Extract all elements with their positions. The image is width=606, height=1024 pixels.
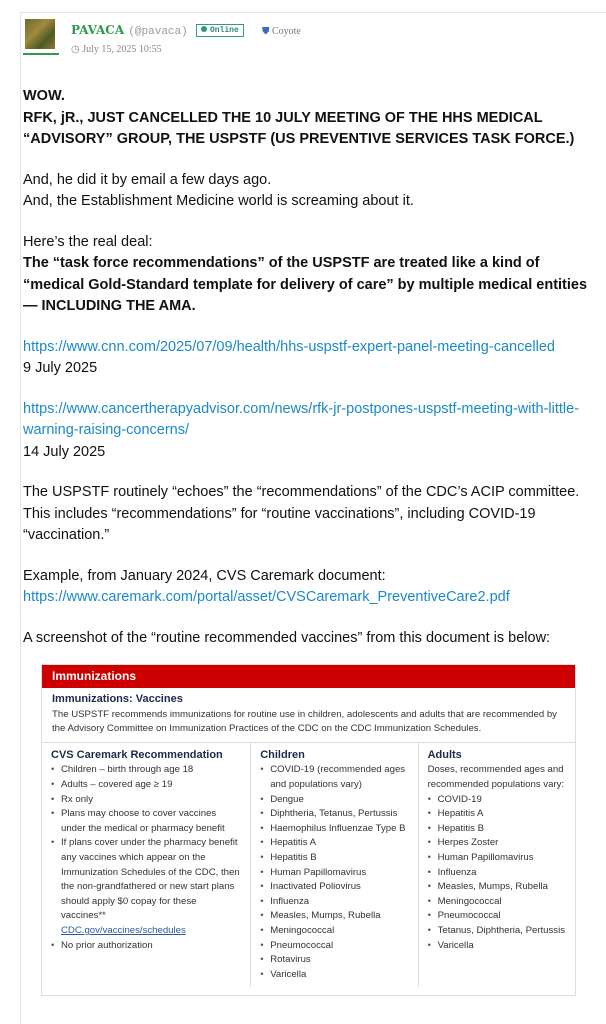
username[interactable]: PAVACA: [71, 23, 125, 37]
column-title: CVS Caremark Recommendation: [51, 748, 223, 761]
list-item: • Measles, Mumps, Rubella: [428, 880, 566, 895]
list-item: • Meningococcal: [260, 924, 408, 939]
screenshot-header: Immunizations: [42, 665, 575, 688]
timestamp-text: July 15, 2025 10:55: [82, 44, 162, 55]
embedded-screenshot: [41, 664, 576, 996]
headline-line: RFK, jR., JUST CANCELLED THE 10 JULY MEETING OF THE HHS MEDICAL “ADVISORY” GROUP, THE USPSTF (US PREVENTIVE SERVICES TASK FORCE.): [23, 109, 575, 147]
list-item: • Hepatitis B: [428, 822, 566, 837]
list-item: [51, 836, 241, 938]
list-item: • Human Papillomavirus: [428, 851, 566, 866]
list-item: • Adults – covered age ≥ 19: [51, 778, 241, 793]
paragraph: The USPSTF routinely “echoes” the “recommendations” of the CDC’s ACIP committee. This includes “recommendations” for “routine vaccinations”, including COVID-19 “vaccination.”: [23, 484, 580, 543]
paragraph: [23, 232, 598, 318]
column-list: [260, 763, 408, 982]
list-item: • Human Papillomavirus: [260, 866, 408, 881]
cdc-schedules-link[interactable]: CDC.gov/vaccines/schedules: [61, 924, 186, 936]
column-title: Children: [260, 748, 305, 761]
screenshot-description: The USPSTF recommends immunizations for routine use in children, adolescents and adults that are recommended by the Advisory Committee on Immunization Practices of the CDC on the CDC Immunization Schedules.: [52, 708, 557, 735]
list-item: • Pneumococcal: [260, 939, 408, 954]
list-item: • Measles, Mumps, Rubella: [260, 909, 408, 924]
status-label: Online: [209, 26, 239, 35]
column-children: [251, 743, 418, 987]
list-item: • Meningococcal: [428, 895, 566, 910]
headline: [23, 86, 598, 151]
paragraph: [23, 170, 598, 213]
cancertherapyadvisor-link[interactable]: https://www.cancertherapyadvisor.com/news/rfk-jr-postpones-uspstf-meeting-with-little-warning-raising-concerns/: [23, 400, 580, 438]
list-item: • Varicella: [260, 968, 408, 983]
clock-icon: ◷: [71, 44, 80, 55]
paragraph: [23, 337, 598, 380]
column-title: Adults: [427, 748, 462, 761]
post-author: [71, 23, 301, 38]
screenshot-columns: [42, 743, 575, 987]
status-badge: [196, 24, 244, 37]
role-label: Coyote: [271, 26, 301, 37]
text-line: And, the Establishment Medicine world is screaming about it.: [23, 193, 414, 209]
date-text: 9 July 2025: [23, 360, 98, 376]
text-line: Example, from January 2024, CVS Caremark document:: [23, 567, 386, 584]
caremark-link[interactable]: https://www.caremark.com/portal/asset/CVSCaremark_PreventiveCare2.pdf: [23, 589, 510, 605]
paragraph: [23, 566, 598, 609]
screenshot-intro: [42, 688, 575, 743]
avatar[interactable]: [25, 19, 55, 49]
list-item: • Rx only: [51, 793, 241, 808]
forum-post: [20, 12, 606, 1024]
cnn-link[interactable]: https://www.cnn.com/2025/07/09/health/hhs-uspstf-expert-panel-meeting-cancelled: [23, 338, 555, 355]
text-line: Here’s the real deal:: [23, 233, 153, 250]
list-item: • Children – birth through age 18: [51, 763, 241, 778]
column-adults: [419, 743, 575, 987]
text-line: And, he did it by email a few days ago.: [23, 171, 272, 188]
list-item: • Diphtheria, Tetanus, Pertussis: [260, 807, 408, 822]
list-item: • No prior authorization: [51, 939, 241, 954]
list-item: • Influenza: [260, 895, 408, 910]
column-list: [51, 763, 241, 953]
list-item: • Haemophilus Influenzae Type B: [260, 822, 408, 837]
list-item: • Plans may choose to cover vaccines under the medical or pharmacy benefit: [51, 807, 241, 836]
list-item: • Hepatitis A: [260, 836, 408, 851]
list-item: • Tetanus, Diphtheria, Pertussis: [428, 924, 566, 939]
list-item: • Dengue: [260, 793, 408, 808]
screenshot-subtitle: Immunizations: Vaccines: [52, 693, 183, 705]
post-body: [23, 86, 598, 668]
bold-text: The “task force recommendations” of the USPSTF are treated like a kind of “medical Gold-Standard template for delivery of care” by multiple medical entities — INCLUDING THE AMA.: [23, 255, 588, 314]
list-item-text: If plans cover under the pharmacy benefit any vaccines which appear on the Immunization Schedules of the CDC, then the non-grandfathered or new start plans should apply $0 copay for these vaccines**: [61, 837, 240, 922]
column-intro: Doses, recommended ages and recommended populations vary:: [427, 764, 565, 790]
avatar-underline: [23, 53, 59, 55]
list-item: • Varicella: [428, 939, 566, 954]
list-item: • Pneumococcal: [428, 909, 566, 924]
list-item: • Hepatitis A: [428, 807, 566, 822]
date-text: 14 July 2025: [23, 443, 106, 460]
list-item: • Herpes Zoster: [428, 836, 566, 851]
column-cvs: [42, 743, 251, 987]
list-item: • COVID-19 (recommended ages and populations vary): [260, 763, 408, 792]
list-item: • Rotavirus: [260, 953, 408, 968]
paragraph: [23, 399, 598, 464]
post-timestamp: [71, 44, 162, 55]
paragraph: A screenshot of the “routine recommended vaccines” from this document is below:: [23, 629, 551, 646]
list-item: • Influenza: [428, 866, 566, 881]
list-item: • Hepatitis B: [260, 851, 408, 866]
list-item: • COVID-19: [428, 793, 566, 808]
headline-line: WOW.: [23, 88, 65, 104]
online-dot-icon: [201, 26, 207, 32]
user-handle: (@pavaca): [128, 26, 188, 38]
list-item: • Inactivated Poliovirus: [260, 880, 408, 895]
shield-icon: ⛊: [261, 26, 270, 37]
column-list: [428, 793, 566, 954]
user-role: [262, 26, 301, 37]
